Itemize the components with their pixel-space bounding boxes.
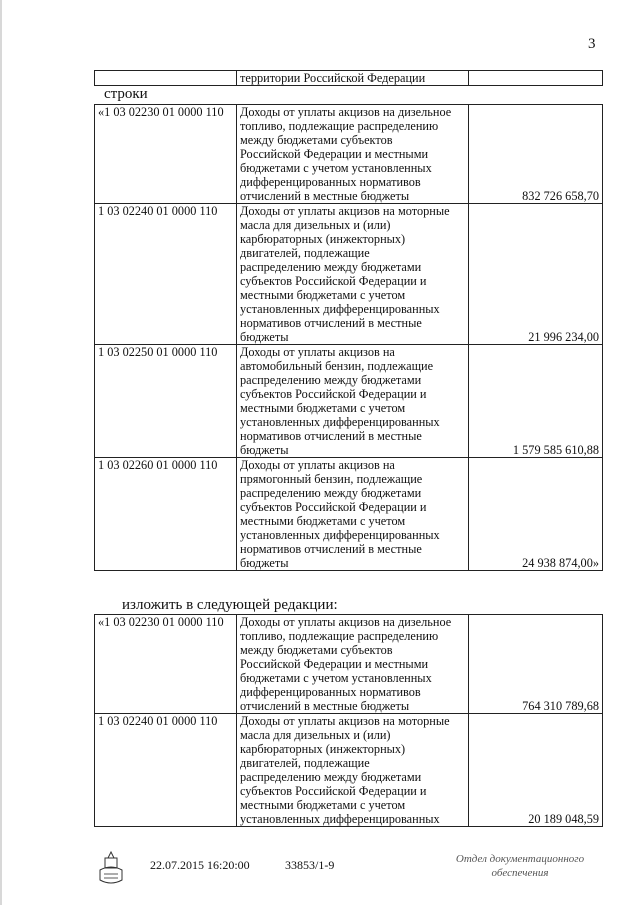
budget-code-cell: 1 03 02250 01 0000 110	[95, 345, 237, 458]
budget-code-cell: 1 03 02260 01 0000 110	[95, 458, 237, 571]
description-line: карбюраторных (инжекторных)	[240, 742, 406, 756]
table-row	[95, 615, 603, 714]
description-line: местными бюджетами с учетом	[240, 288, 406, 302]
table-row	[95, 71, 603, 86]
table-row	[95, 345, 603, 458]
footer-doc-number: 33853/1-9	[285, 858, 335, 872]
description-line: распределению между бюджетами	[240, 486, 422, 500]
description-line: дифференцированных нормативов	[240, 685, 421, 699]
amount-cell: 1 579 585 610,88	[469, 345, 603, 458]
amount-cell: 24 938 874,00»	[469, 458, 603, 571]
description-cell	[237, 204, 469, 345]
description-line: Доходы от уплаты акцизов на моторные	[240, 714, 450, 728]
original-lines-table	[94, 104, 603, 571]
description-line: бюджеты	[240, 556, 289, 570]
description-line: прямогонный бензин, подлежащие	[240, 472, 423, 486]
description-line: субъектов Российской Федерации и	[240, 784, 427, 798]
description-line: масла для дизельных и (или)	[240, 728, 391, 742]
description-line: субъектов Российской Федерации и	[240, 274, 427, 288]
budget-code-cell: «1 03 02230 01 0000 110	[95, 615, 237, 714]
page-number: 3	[588, 36, 596, 52]
description-line: распределению между бюджетами	[240, 373, 422, 387]
description-line: бюджеты	[240, 330, 289, 344]
description-line: местными бюджетами с учетом	[240, 401, 406, 415]
table-row	[95, 714, 603, 827]
description-line: распределению между бюджетами	[240, 260, 422, 274]
description-line: карбюраторных (инжекторных)	[240, 232, 406, 246]
description-line: местными бюджетами с учетом	[240, 514, 406, 528]
original-lines-body	[95, 105, 603, 571]
description-line: распределению между бюджетами	[240, 770, 422, 784]
description-line: бюджеты	[240, 443, 289, 457]
stamp-line-1: Отдел документационного	[455, 853, 585, 865]
amount-cell: 20 189 048,59	[469, 714, 603, 827]
description-line: масла для дизельных и (или)	[240, 218, 391, 232]
description-line: Доходы от уплаты акцизов на	[240, 458, 395, 472]
description-line: бюджетами с учетом установленных	[240, 671, 432, 685]
description-line: отчислений в местные бюджеты	[240, 699, 410, 713]
top-table	[94, 70, 603, 86]
description-cell	[237, 71, 469, 86]
section-label-new-edition: изложить в следующей редакции:	[122, 597, 338, 613]
emblem-icon	[96, 850, 126, 886]
description-line: Доходы от уплаты акцизов на моторные	[240, 204, 450, 218]
description-line: Доходы от уплаты акцизов на дизельное	[240, 105, 452, 119]
description-cell	[237, 105, 469, 204]
description-line: нормативов отчислений в местные	[240, 316, 422, 330]
description-line: топливо, подлежащие распределению	[240, 119, 439, 133]
description-line: территории Российской Федерации	[240, 71, 426, 85]
description-line: нормативов отчислений в местные	[240, 542, 422, 556]
description-line: субъектов Российской Федерации и	[240, 500, 427, 514]
table-row	[95, 458, 603, 571]
budget-code-cell: 1 03 02240 01 0000 110	[95, 204, 237, 345]
new-edition-body	[95, 615, 603, 827]
section-label-lines: строки	[104, 86, 148, 102]
description-line: Российской Федерации и местными	[240, 147, 429, 161]
table-row	[95, 105, 603, 204]
description-cell	[237, 458, 469, 571]
description-line: нормативов отчислений в местные	[240, 429, 422, 443]
description-cell	[237, 345, 469, 458]
new-edition-table	[94, 614, 603, 827]
description-line: двигателей, подлежащие	[240, 246, 370, 260]
amount-cell	[469, 71, 603, 86]
stamp-line-2: обеспечения	[491, 867, 549, 879]
description-line: между бюджетами субъектов	[240, 643, 393, 657]
description-line: установленных дифференцированных	[240, 812, 440, 826]
description-line: между бюджетами субъектов	[240, 133, 393, 147]
amount-cell: 832 726 658,70	[469, 105, 603, 204]
budget-code-cell: 1 03 02240 01 0000 110	[95, 714, 237, 827]
description-line: автомобильный бензин, подлежащие	[240, 359, 434, 373]
description-line: установленных дифференцированных	[240, 528, 440, 542]
table-row	[95, 204, 603, 345]
description-line: установленных дифференцированных	[240, 415, 440, 429]
description-line: субъектов Российской Федерации и	[240, 387, 427, 401]
amount-cell: 764 310 789,68	[469, 615, 603, 714]
description-line: двигателей, подлежащие	[240, 756, 370, 770]
description-cell	[237, 714, 469, 827]
office-stamp	[440, 852, 600, 880]
description-cell	[237, 615, 469, 714]
description-line: Российской Федерации и местными	[240, 657, 429, 671]
amount-cell: 21 996 234,00	[469, 204, 603, 345]
description-line: дифференцированных нормативов	[240, 175, 421, 189]
budget-code-cell	[95, 71, 237, 86]
description-line: бюджетами с учетом установленных	[240, 161, 432, 175]
footer-timestamp: 22.07.2015 16:20:00	[150, 858, 250, 872]
description-line: Доходы от уплаты акцизов на дизельное	[240, 615, 452, 629]
description-line: топливо, подлежащие распределению	[240, 629, 439, 643]
description-line: Доходы от уплаты акцизов на	[240, 345, 395, 359]
scan-edge	[0, 0, 2, 905]
description-line: установленных дифференцированных	[240, 302, 440, 316]
top-table-body	[95, 71, 603, 86]
budget-code-cell: «1 03 02230 01 0000 110	[95, 105, 237, 204]
description-line: местными бюджетами с учетом	[240, 798, 406, 812]
description-line: отчислений в местные бюджеты	[240, 189, 410, 203]
